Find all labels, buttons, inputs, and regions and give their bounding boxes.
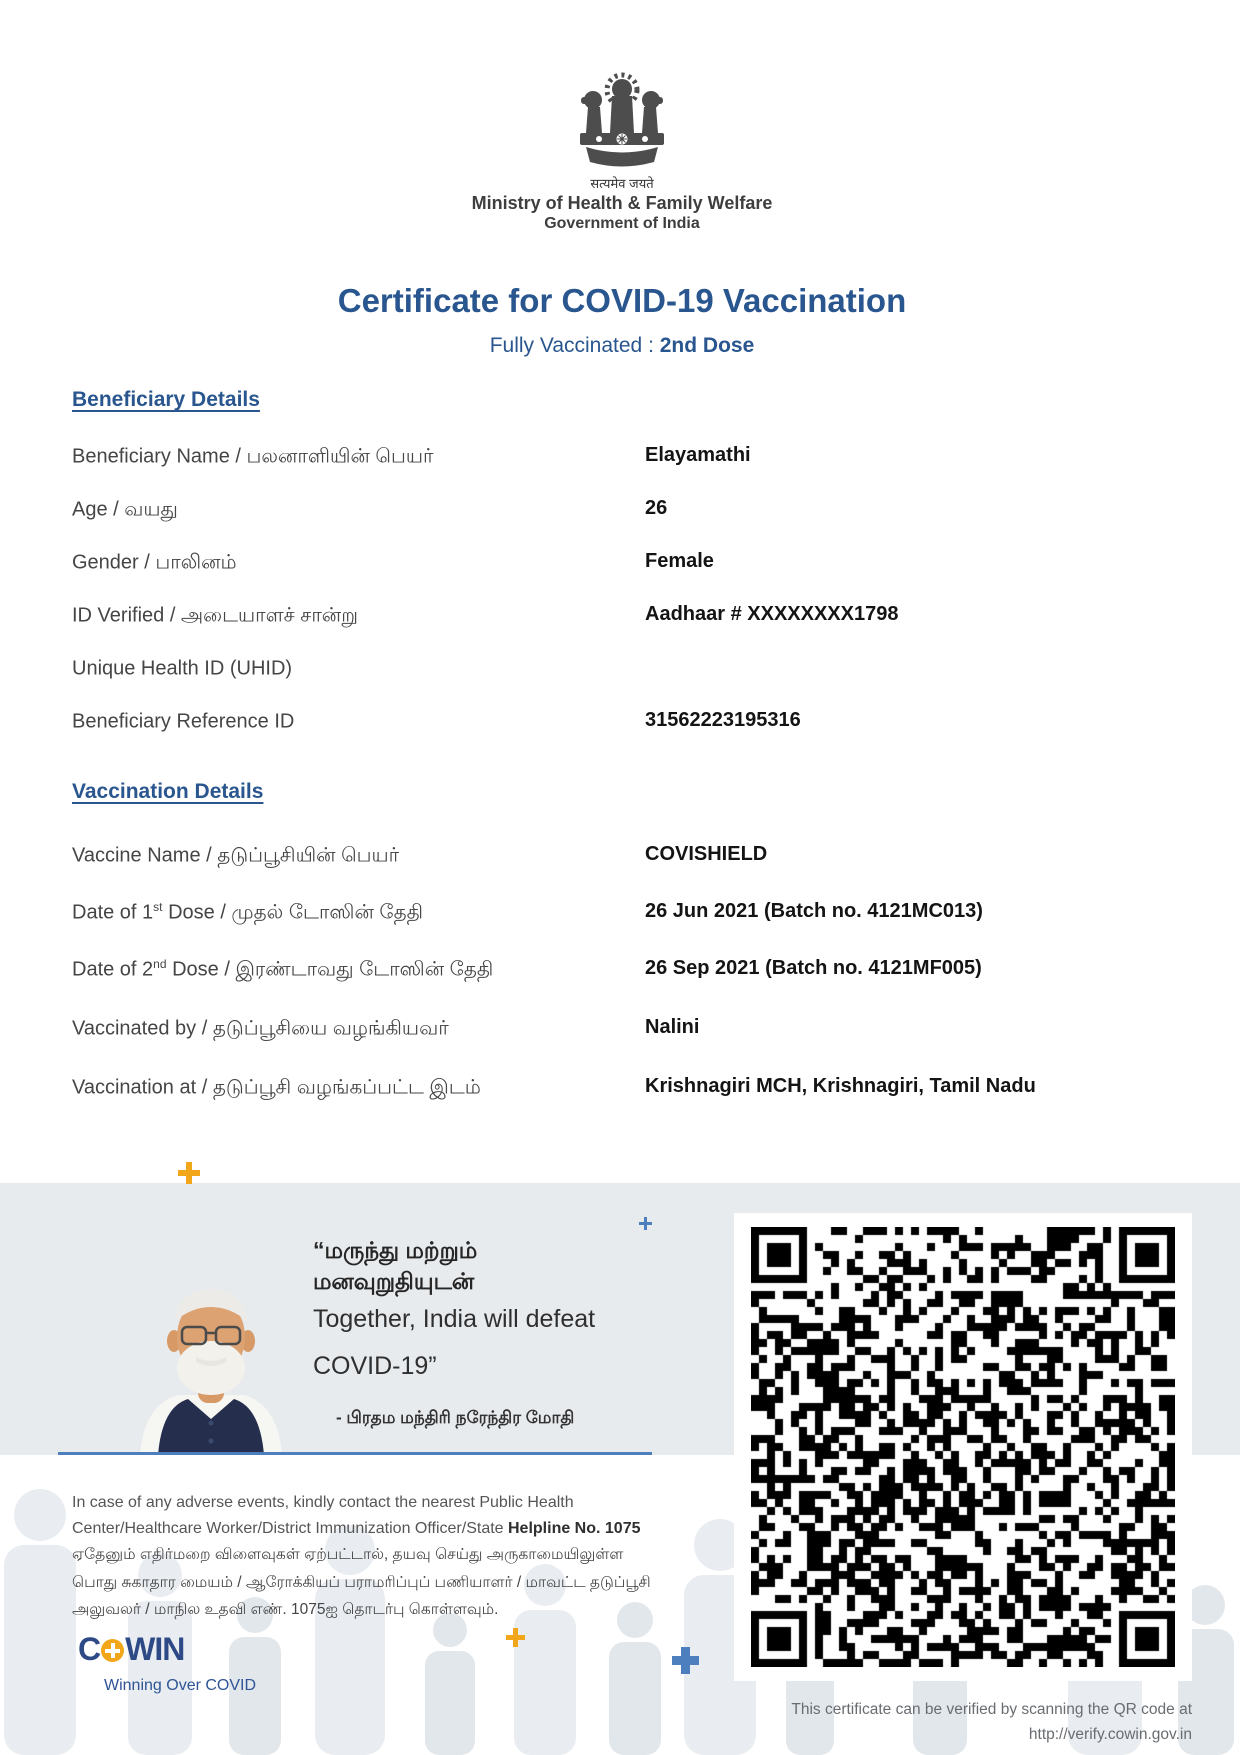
vaccine-name-value: COVISHIELD — [645, 843, 768, 865]
cowin-letters-win: WIN — [125, 1631, 185, 1667]
row-label: Beneficiary Name / பலனாளியின் பெயர் — [72, 445, 434, 468]
qr-caption-line1: This certificate can be verified by scanning the QR code at — [791, 1701, 1192, 1718]
plus-decoration-icon — [672, 1647, 699, 1674]
first-dose-date-value: 26 Jun 2021 (Batch no. 4121MC013) — [645, 900, 983, 922]
row-label: Unique Health ID (UHID) — [72, 657, 293, 680]
ministry-name: Ministry of Health & Family Welfare — [471, 193, 773, 213]
status-prefix: Fully Vaccinated : — [489, 334, 660, 357]
divider-line — [58, 1452, 652, 1455]
dose-status: 2nd Dose — [659, 334, 755, 357]
cowin-tagline: Winning Over COVID — [104, 1677, 257, 1694]
id-verified-value: Aadhaar # XXXXXXXX1798 — [645, 603, 899, 625]
beneficiary-reference-id-value: 31562223195316 — [645, 709, 801, 731]
qr-verify-url: http://verify.cowin.gov.in — [1028, 1726, 1192, 1743]
row-label: Vaccination at / தடுப்பூசி வழங்கப்பட்ட இடம் — [72, 1076, 481, 1099]
quote-tamil-line1: “மருந்து மற்றும் — [313, 1237, 478, 1263]
row-label: Date of 2nd Dose / இரண்டாவது டோஸின் தேதி — [72, 957, 494, 981]
beneficiary-details-heading: Beneficiary Details — [72, 388, 260, 411]
quote-attribution: - பிரதம மந்திரி நரேந்திர மோதி — [336, 1408, 575, 1427]
plus-decoration-icon — [506, 1628, 525, 1647]
adverse-events-notice-tamil: ஏதேனும் எதிர்மறை விளைவுகள் ஏற்பட்டால், தயவு செய்து அருகாமையிலுள்ள பொது சுகாதார மையம் / ஆரோக்கியப் பராமரிப்புப் பணியாளர் / மாவட்ட தடுப்பூசி அலுவலர் / மாநில உதவி எண். 1075ஐ தொடர்பு கொள்ளவும். — [72, 1546, 651, 1618]
emblem-caption: सत्यमेव जयते — [590, 176, 654, 191]
helpline-number: Helpline No. 1075 — [508, 1520, 641, 1537]
row-label: ID Verified / அடையாளச் சான்று — [72, 604, 358, 627]
row-label: Age / வயது — [72, 498, 178, 521]
plus-decoration-icon — [639, 1217, 652, 1230]
qr-code-box — [734, 1213, 1192, 1681]
quote-english-line1: Together, India will defeat — [313, 1305, 596, 1333]
cowin-plus-icon — [101, 1639, 124, 1662]
vaccination-details-heading: Vaccination Details — [72, 780, 264, 803]
quote-tamil-line2: மனவுறுதியுடன் — [313, 1268, 475, 1294]
government-name: Government of India — [544, 215, 700, 232]
qr-code — [751, 1227, 1175, 1667]
cowin-logo — [78, 1631, 184, 1668]
row-label: Gender / பாலினம் — [72, 551, 237, 574]
pm-modi-photo — [120, 1267, 302, 1455]
certificate-title: Certificate for COVID-19 Vaccination — [337, 282, 907, 319]
cowin-letter-c: C — [78, 1631, 101, 1667]
plus-decoration-icon — [178, 1162, 200, 1184]
row-label: Beneficiary Reference ID — [72, 710, 295, 733]
row-label: Date of 1st Dose / முதல் டோஸின் தேதி — [72, 900, 424, 924]
row-label: Vaccinated by / தடுப்பூசியை வழங்கியவர் — [72, 1017, 449, 1040]
india-national-emblem-icon — [572, 70, 672, 174]
beneficiary-name-value: Elayamathi — [645, 444, 751, 466]
qr-verify-caption — [692, 1697, 1192, 1747]
vaccination-at-value: Krishnagiri MCH, Krishnagiri, Tamil Nadu — [645, 1075, 1036, 1097]
second-dose-date-value: 26 Sep 2021 (Batch no. 4121MF005) — [645, 957, 982, 979]
adverse-events-notice: In case of any adverse events, kindly contact the nearest Public Health Center/Healthcare Worker/District Immunization Officer/State Helpline No. 1075 — [72, 1494, 641, 1537]
quote-english-line2: COVID-19” — [313, 1352, 437, 1380]
age-value: 26 — [645, 497, 668, 519]
vaccinated-by-value: Nalini — [645, 1016, 700, 1038]
gender-value: Female — [645, 550, 714, 572]
vaccination-status-line — [0, 334, 1240, 358]
row-label: Vaccine Name / தடுப்பூசியின் பெயர் — [72, 844, 400, 867]
